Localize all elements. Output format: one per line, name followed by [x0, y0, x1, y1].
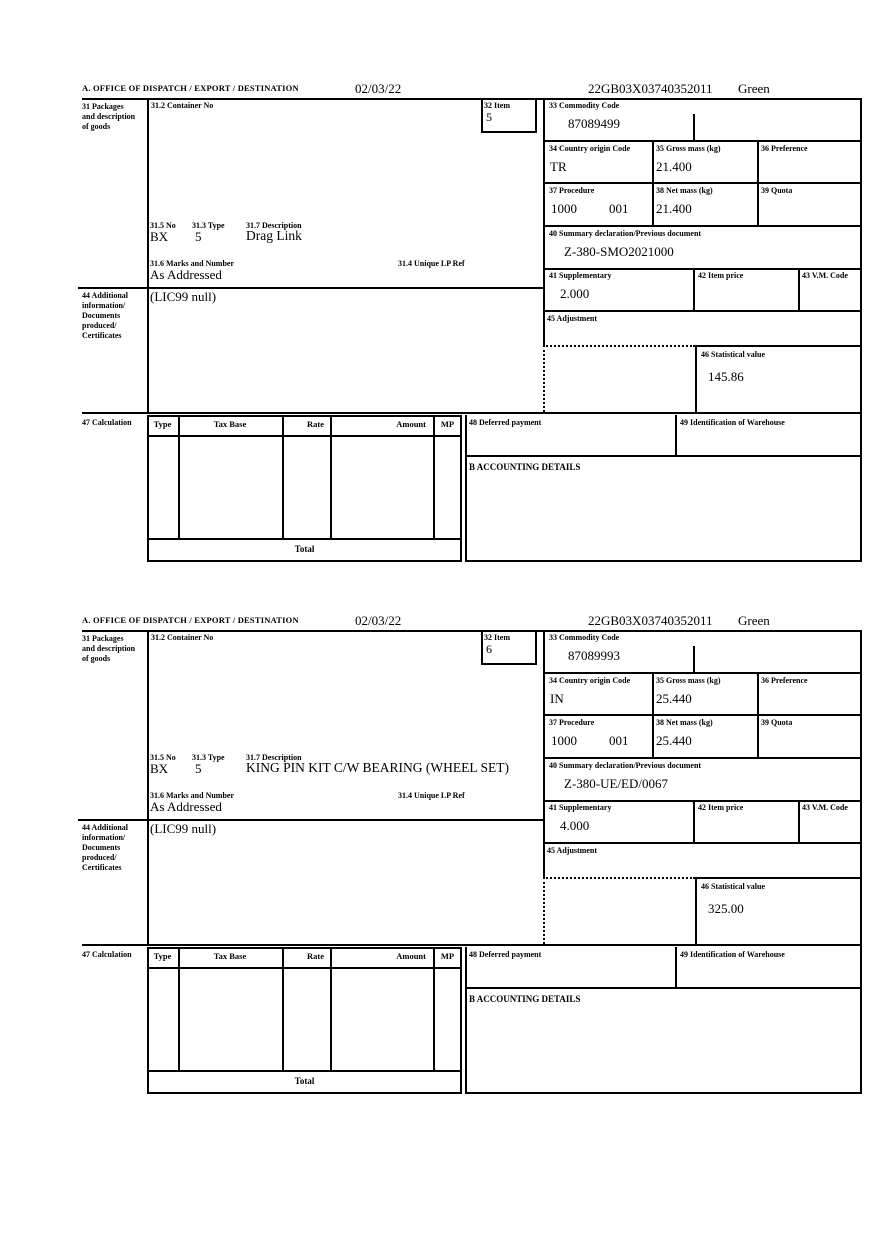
calc-col-type-header: Type [153, 419, 172, 429]
commodity-code-value: 87089993 [568, 648, 620, 663]
col42-43-divider [798, 800, 800, 842]
row37-bottom-line [543, 225, 862, 227]
box38-label: 38 Net mass (kg) [656, 718, 713, 727]
form-top-border [82, 98, 862, 100]
marks-and-number-value: As Addressed [150, 267, 222, 282]
procedure-value-2: 001 [609, 733, 629, 748]
office-of-dispatch-label: A. OFFICE OF DISPATCH / EXPORT / DESTINATION [82, 83, 299, 93]
box33-bottom-line [543, 140, 862, 142]
col41-42-divider [693, 800, 695, 842]
item-number-value: 5 [486, 110, 492, 124]
calc-col-rate-header: Rate [307, 419, 324, 429]
box46-top-line [695, 877, 862, 879]
right-border [860, 630, 862, 1094]
box31-label: 31 Packages and description of goods [82, 634, 136, 663]
right-border [860, 98, 862, 562]
box31-6-label: 31.6 Marks and Number [150, 791, 235, 800]
marks-and-number-value: As Addressed [150, 799, 222, 814]
box33-label: 33 Commodity Code [549, 101, 620, 110]
calc-header-bottom-line [149, 967, 460, 969]
calculation-table-box [147, 415, 462, 540]
box31-6-label: 31.6 Marks and Number [150, 259, 235, 268]
calc-total-label: Total [294, 544, 315, 554]
calc-header-bottom-line [149, 435, 460, 437]
box45-dotted-bottom-line [543, 345, 695, 347]
col35-36-divider [757, 672, 759, 757]
box43-label: 43 V.M. Code [802, 271, 848, 280]
box40-bottom-line [543, 268, 862, 270]
additional-info-value: (LIC99 null) [150, 821, 217, 836]
box31-5-label: 31.5 No [150, 753, 176, 762]
box48-label: 48 Deferred payment [469, 418, 542, 427]
box35-label: 35 Gross mass (kg) [656, 676, 721, 685]
accounting-details-label: B ACCOUNTING DETAILS [469, 462, 581, 472]
form-top-border [82, 630, 862, 632]
net-mass-value: 25.440 [656, 733, 692, 748]
box31-3-label: 31.3 Type [192, 221, 225, 230]
office-of-dispatch-label: A. OFFICE OF DISPATCH / EXPORT / DESTINATION [82, 615, 299, 625]
calc-col-type-divider [178, 415, 180, 540]
box49-label: 49 Identification of Warehouse [680, 950, 785, 959]
box35-label: 35 Gross mass (kg) [656, 144, 721, 153]
declaration-date: 02/03/22 [355, 81, 402, 96]
center-divider [543, 630, 545, 879]
box48-bottom-line [465, 455, 862, 457]
package-type-value: 5 [195, 229, 202, 244]
box33-label: 33 Commodity Code [549, 633, 620, 642]
box43-label: 43 V.M. Code [802, 803, 848, 812]
calc-col-taxbase-header: Tax Base [213, 951, 247, 961]
box44-label: 44 Additional information/ Documents produced/ Certificates [82, 823, 129, 872]
box31-5-label: 31.5 No [150, 221, 176, 230]
box37-label: 37 Procedure [549, 718, 595, 727]
package-no-value: BX [150, 229, 169, 244]
declaration-reference: 22GB03X03740352011 [588, 81, 713, 96]
box32-label: 32 Item [484, 633, 510, 642]
calc-col-rate-divider [330, 415, 332, 540]
col34-35-divider [652, 672, 654, 757]
calc-col-amount-header: Amount [396, 419, 426, 429]
row34-bottom-line [543, 182, 862, 184]
goods-description-value: Drag Link [246, 228, 302, 243]
goods-description-value: KING PIN KIT C/W BEARING (WHEEL SET) [246, 760, 509, 775]
row41-bottom-line [543, 842, 862, 844]
center-divider-dotted [543, 345, 545, 412]
summary-declaration-value: Z-380-UE/ED/0067 [564, 776, 668, 791]
item-number-value: 6 [486, 642, 492, 656]
row41-bottom-line [543, 310, 862, 312]
net-mass-value: 21.400 [656, 201, 692, 216]
left-column-divider [147, 98, 149, 414]
calc-col-type-header: Type [153, 951, 172, 961]
procedure-value-2: 001 [609, 201, 629, 216]
box41-label: 41 Supplementary [549, 271, 612, 280]
box31-4-label: 31.4 Unique LP Ref [398, 259, 465, 268]
box31-3-label: 31.3 Type [192, 753, 225, 762]
calc-col-taxbase-divider [282, 415, 284, 540]
procedure-value-1: 1000 [551, 733, 577, 748]
calc-col-taxbase-header: Tax Base [213, 419, 247, 429]
box46-left-border [695, 877, 697, 944]
box47-divider-line [82, 412, 862, 414]
declaration-date: 02/03/22 [355, 613, 402, 628]
box31-label: 31 Packages and description of goods [82, 102, 136, 131]
box34-label: 34 Country origin Code [549, 676, 631, 685]
col41-42-divider [693, 268, 695, 310]
box31-4-label: 31.4 Unique LP Ref [398, 791, 465, 800]
accounting-details-label: B ACCOUNTING DETAILS [469, 994, 581, 1004]
box39-label: 39 Quota [761, 718, 793, 727]
statistical-value: 325.00 [708, 901, 744, 916]
calc-col-type-divider [178, 947, 180, 1072]
box33-bottom-line [543, 672, 862, 674]
routing-status: Green [738, 81, 770, 96]
routing-status: Green [738, 613, 770, 628]
calc-col-mp-header: MP [440, 419, 455, 429]
box45-label: 45 Adjustment [547, 314, 598, 323]
procedure-value-1: 1000 [551, 201, 577, 216]
declaration-item-block-6 [78, 614, 862, 1096]
form-bottom-border [465, 560, 862, 562]
box34-label: 34 Country origin Code [549, 144, 631, 153]
package-type-value: 5 [195, 761, 202, 776]
col48-49-divider [675, 415, 677, 455]
calc-col-rate-header: Rate [307, 951, 324, 961]
col34-35-divider [652, 140, 654, 225]
col35-36-divider [757, 140, 759, 225]
calculation-table-box [147, 947, 462, 1072]
box48-bottom-line [465, 987, 862, 989]
box47-label: 47 Calculation [82, 950, 132, 959]
box36-label: 36 Preference [761, 144, 808, 153]
box31-2-label: 31.2 Container No [151, 633, 214, 642]
box49-label: 49 Identification of Warehouse [680, 418, 785, 427]
form-bottom-border [465, 1092, 862, 1094]
gross-mass-value: 25.440 [656, 691, 692, 706]
box42-label: 42 Item price [698, 271, 744, 280]
box42-label: 42 Item price [698, 803, 744, 812]
col48-49-divider [675, 947, 677, 987]
box47-divider-line [82, 944, 862, 946]
supplementary-value: 4.000 [560, 818, 590, 833]
box46-label: 46 Statistical value [701, 882, 765, 891]
calc-col-amount-divider [433, 947, 435, 1072]
country-origin-value: TR [550, 159, 567, 174]
summary-declaration-value: Z-380-SMO2021000 [564, 244, 674, 259]
center-divider-dotted [543, 877, 545, 944]
box31-7-label: 31.7 Description [246, 753, 302, 762]
box31-7-label: 31.7 Description [246, 221, 302, 230]
box46-label: 46 Statistical value [701, 350, 765, 359]
box41-label: 41 Supplementary [549, 803, 612, 812]
additional-info-value: (LIC99 null) [150, 289, 217, 304]
commodity-code-value: 87089499 [568, 116, 620, 131]
box36-label: 36 Preference [761, 676, 808, 685]
calc-col-amount-header: Amount [396, 951, 426, 961]
box48-label: 48 Deferred payment [469, 950, 542, 959]
box32-label: 32 Item [484, 101, 510, 110]
calc-total-label: Total [294, 1076, 315, 1086]
box48-left-border [465, 415, 467, 562]
calc-col-taxbase-divider [282, 947, 284, 1072]
box31-2-label: 31.2 Container No [151, 101, 214, 110]
box44-label: 44 Additional information/ Documents produced/ Certificates [82, 291, 129, 340]
box48-left-border [465, 947, 467, 1094]
supplementary-value: 2.000 [560, 286, 590, 301]
box45-label: 45 Adjustment [547, 846, 598, 855]
statistical-value: 145.86 [708, 369, 744, 384]
declaration-reference: 22GB03X03740352011 [588, 613, 713, 628]
center-divider [543, 98, 545, 347]
box40-label: 40 Summary declaration/Previous document [549, 761, 702, 770]
col42-43-divider [798, 268, 800, 310]
box40-bottom-line [543, 800, 862, 802]
box46-top-line [695, 345, 862, 347]
box47-label: 47 Calculation [82, 418, 132, 427]
box38-label: 38 Net mass (kg) [656, 186, 713, 195]
country-origin-value: IN [550, 691, 564, 706]
left-column-divider [147, 630, 149, 946]
box37-label: 37 Procedure [549, 186, 595, 195]
box39-label: 39 Quota [761, 186, 793, 195]
box45-dotted-bottom-line [543, 877, 695, 879]
package-no-value: BX [150, 761, 169, 776]
declaration-item-block-5 [78, 82, 862, 564]
box33-code-tick [693, 114, 695, 140]
box46-left-border [695, 345, 697, 412]
box40-label: 40 Summary declaration/Previous document [549, 229, 702, 238]
calc-col-rate-divider [330, 947, 332, 1072]
calc-col-amount-divider [433, 415, 435, 540]
row34-bottom-line [543, 714, 862, 716]
row37-bottom-line [543, 757, 862, 759]
box33-code-tick [693, 646, 695, 672]
calc-col-mp-header: MP [440, 951, 455, 961]
gross-mass-value: 21.400 [656, 159, 692, 174]
